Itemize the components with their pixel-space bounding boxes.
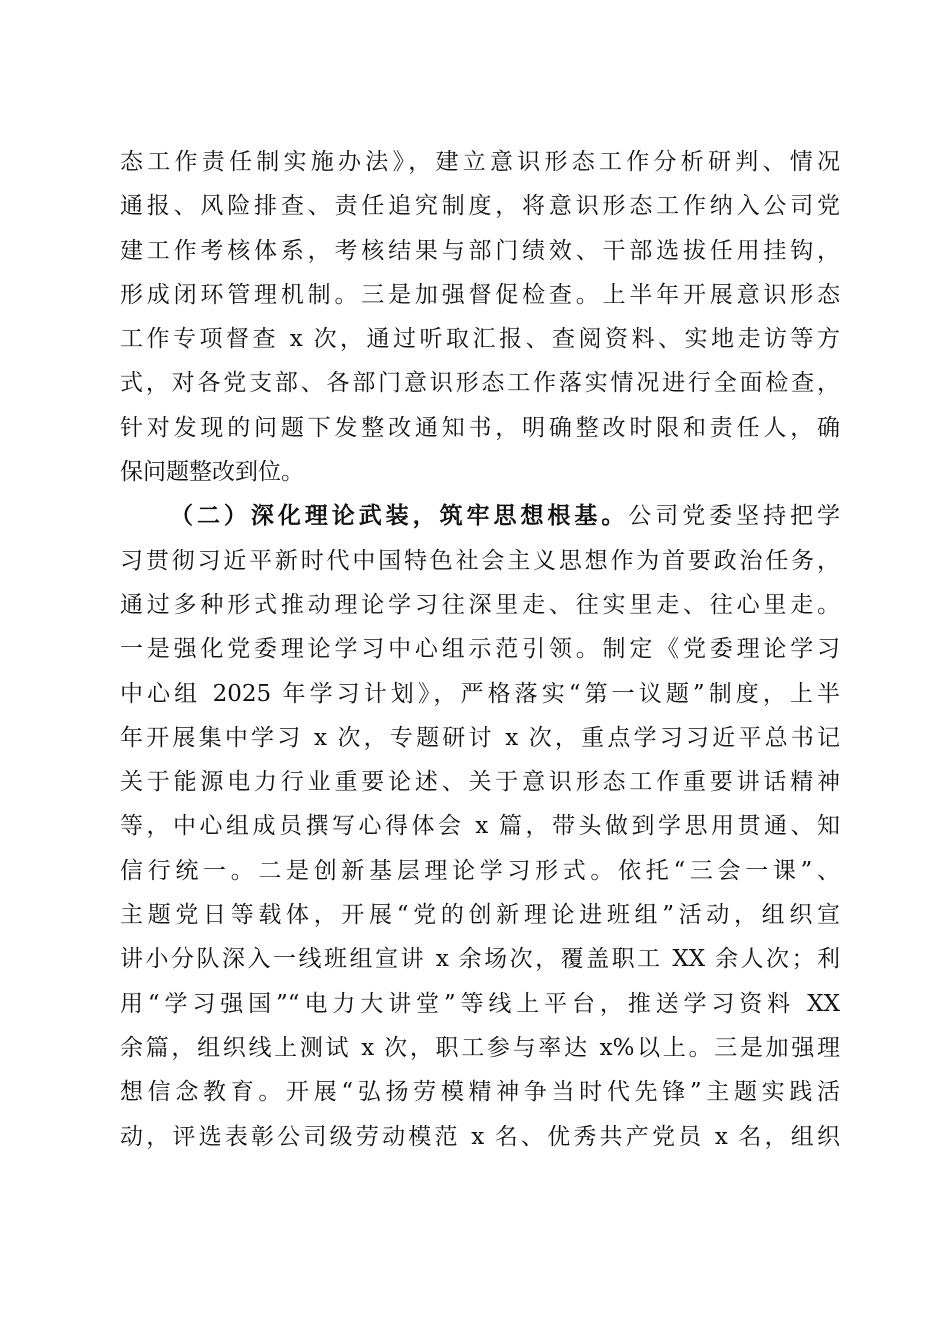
text-line: 余篇，组织线上测试 x 次，职工参与率达 x%以上。三是加强理	[120, 1034, 840, 1061]
text-line: 信行统一。二是创新基层理论学习形式。依托“三会一课”、	[120, 857, 840, 884]
text-line: 工作专项督查 x 次，通过听取汇报、查阅资料、实地走访等方	[120, 326, 840, 353]
text-line: 年开展集中学习 x 次，专题研讨 x 次，重点学习习近平总书记	[120, 724, 840, 751]
text-line: 形成闭环管理机制。三是加强督促检查。上半年开展意识形态	[120, 281, 840, 308]
text-line: 中心组 2025 年学习计划》，严格落实“第一议题”制度，上半	[120, 680, 840, 707]
text-line: 态工作责任制实施办法》，建立意识形态工作分析研判、情况	[120, 149, 840, 175]
document-body	[120, 140, 840, 1159]
text-line: 动，评选表彰公司级劳动模范 x 名、优秀共产党员 x 名，组织	[120, 1123, 840, 1150]
text-line: 主题党日等载体，开展“党的创新理论进班组”活动，组织宣	[120, 902, 840, 929]
text-line: 关于能源电力行业重要论述、关于意识形态工作重要讲话精神	[120, 769, 840, 796]
text-line: 建工作考核体系，考核结果与部门绩效、干部选拔任用挂钩，	[120, 237, 840, 264]
text-span: 公司党委坚持把学	[628, 503, 841, 530]
text-line: 用“学习强国”“电力大讲堂”等线上平台，推送学习资料 XX	[120, 990, 840, 1017]
text-line: 针对发现的问题下发整改通知书，明确整改时限和责任人，确	[120, 414, 840, 441]
text-line: 等，中心组成员撰写心得体会 x 篇，带头做到学思用贯通、知	[120, 813, 840, 840]
text-line: 一是强化党委理论学习中心组示范引领。制定《党委理论学习	[120, 636, 840, 663]
section-heading: （二）深化理论武装，筑牢思想根基。	[170, 502, 629, 530]
text-line: 通过多种形式推动理论学习往深里走、往实里走、往心里走。	[120, 591, 840, 618]
section-heading-line	[120, 494, 840, 538]
text-line: 式，对各党支部、各部门意识形态工作落实情况进行全面检查，	[120, 370, 840, 397]
text-line: 想信念教育。开展“弘扬劳模精神争当时代先锋”主题实践活	[120, 1079, 840, 1106]
text-line: 讲小分队深入一线班组宣讲 x 余场次，覆盖职工 XX 余人次；利	[120, 946, 840, 973]
text-line: 通报、风险排查、责任追究制度，将意识形态工作纳入公司党	[120, 193, 840, 220]
text-line: 习贯彻习近平新时代中国特色社会主义思想作为首要政治任务，	[120, 547, 840, 574]
text-line: 保问题整改到位。	[120, 459, 304, 486]
